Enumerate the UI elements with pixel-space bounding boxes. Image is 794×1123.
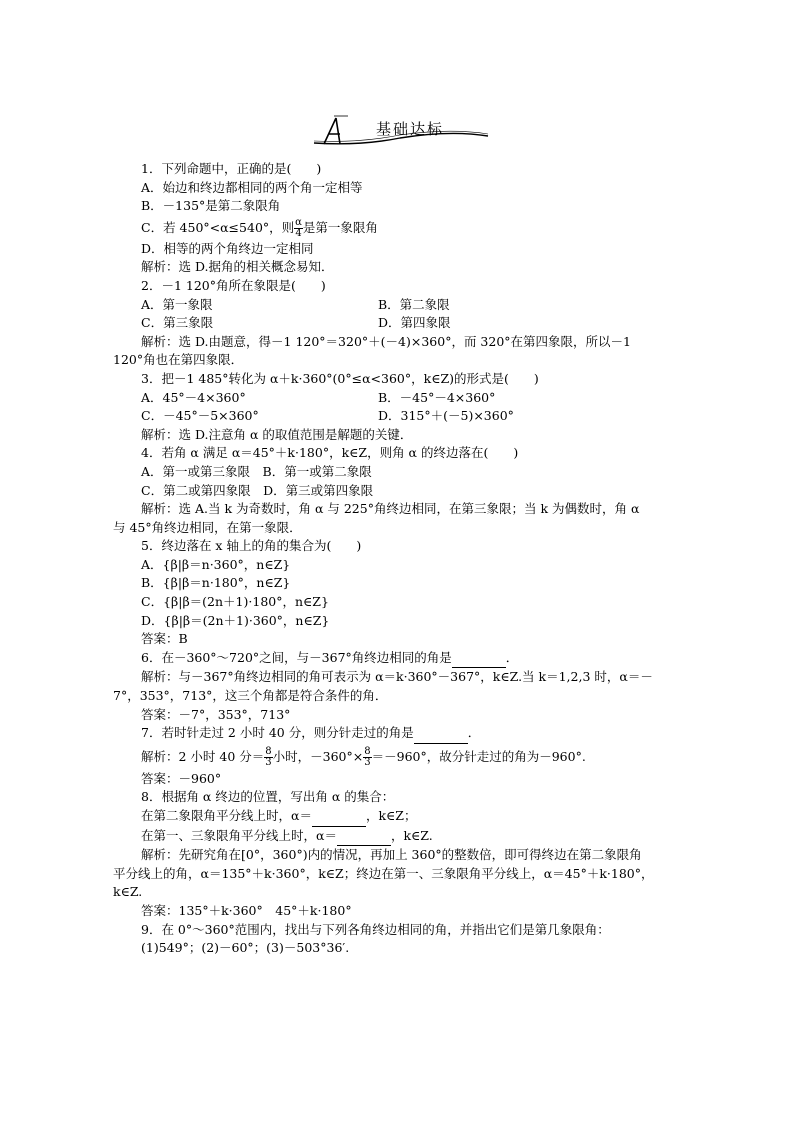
q1-fraction (294, 218, 303, 239)
q5-option-d: D．{β|β＝(2n＋1)·360°，n∈Z} (141, 612, 330, 628)
q7-analysis-text: 解析：2 小时 40 分＝ (141, 748, 265, 764)
q6-stem (113, 649, 683, 669)
q1-option-c (113, 216, 683, 240)
q3-option-d: D．315°＋(－5)×360° (378, 408, 514, 424)
q1-option-c-text: C．若 450°<α≤540°，则 (141, 219, 295, 235)
q2-option-c: C．第三象限 (141, 315, 214, 331)
q3-options-row2 (113, 407, 683, 426)
q7-fraction-1 (264, 747, 272, 768)
section-header (300, 110, 500, 150)
q8-line2-tail: ，k∈Z. (390, 827, 433, 843)
q6-analysis-line2: 7°，353°，713°，这三个角都是符合条件的角． (113, 688, 388, 704)
q7-analysis-mid: 小时，－360°× (272, 748, 364, 764)
q8-analysis-line3: k∈Z. (113, 884, 143, 900)
q8-line1-tail: ，k∈Z； (365, 808, 417, 823)
q8-answer: 答案：135°＋k·360° 45°＋k·180° (141, 902, 352, 918)
q8-blank-1 (312, 807, 366, 827)
q6-answer: 答案：－7°，353°，713° (141, 706, 291, 722)
question-list (113, 160, 683, 958)
q8-line2 (113, 827, 683, 847)
q5-option-a: A．{β|β＝n·360°，n∈Z} (141, 556, 291, 572)
q8-line1 (113, 807, 683, 827)
q2-options-row1 (113, 296, 683, 315)
q9-stem: 9．在 0°～360°范围内，找出与下列各角终边相同的角，并指出它们是第几象限角： (141, 921, 610, 937)
q5-option-c: C．{β|β＝(2n＋1)·180°，n∈Z} (141, 594, 329, 610)
section-title: 基础达标 (376, 120, 445, 138)
q7-stem (113, 724, 683, 744)
q2-stem: 2．－1 120°角所在象限是( ) (141, 277, 326, 293)
q3-options-row1 (113, 389, 683, 408)
q6-analysis-line1: 解析：与－367°角终边相同的角可表示为 α＝k·360°－367°，k∈Z.当 k＝1,2,3 时，α＝－ (141, 669, 653, 685)
q7-fraction-1-num: 8 (265, 745, 272, 757)
q4-options-ab: A．第一或第三象限 B．第一或第二象限 (141, 463, 372, 479)
q4-stem: 4．若角 α 满足 α＝45°＋k·180°，k∈Z，则角 α 的终边落在( ) (141, 445, 519, 461)
q8-line2-text: 在第一、三象限角平分线上时，α＝ (141, 827, 337, 843)
q5-option-b: B．{β|β＝n·180°，n∈Z} (141, 575, 291, 591)
q3-option-c: C．－45°－5×360° (141, 408, 259, 424)
q3-option-a: A．45°－4×360° (141, 389, 246, 405)
q2-option-d: D．第四象限 (378, 315, 451, 331)
q3-analysis: 解析：选 D.注意角 α 的取值范围是解题的关键． (141, 426, 413, 442)
q7-stem-text: 7．若时针走过 2 小时 40 分，则分针走过的角是 (141, 725, 414, 741)
q7-fraction-2-num: 8 (364, 745, 371, 757)
q8-blank-2 (337, 827, 391, 847)
q8-stem: 8．根据角 α 终边的位置，写出角 α 的集合： (141, 789, 395, 805)
q1-option-b: B．－135°是第二象限角 (141, 198, 281, 214)
q6-stem-text: 6．在－360°～720°之间，与－367°角终边相同的角是 (141, 649, 452, 665)
q6-stem-end: ． (505, 649, 519, 665)
q7-stem-end: ． (467, 725, 481, 741)
q6-answer-blank (452, 649, 506, 669)
q9-parts: (1)549°；(2)－60°；(3)－503°36′. (141, 940, 350, 956)
q2-analysis-line1: 解析：选 D.由题意，得－1 120°＝320°＋(－4)×360°，而 320°在第四象限，所以－1 (141, 333, 631, 349)
q5-stem: 5．终边落在 x 轴上的角的集合为( ) (141, 538, 362, 554)
q1-option-c-tail: 是第一象限角 (302, 219, 378, 235)
q1-option-a: A．始边和终边都相同的两个角一定相等 (141, 179, 363, 195)
q4-analysis-line1: 解析：选 A.当 k 为奇数时，角 α 与 225°角终边相同，在第三象限；当 k 为偶数时，角 α (141, 501, 640, 517)
q4-analysis-line2: 与 45°角终边相同，在第一象限． (113, 519, 302, 535)
q7-fraction-2 (363, 747, 371, 768)
q1-fraction-den: 4 (295, 227, 302, 239)
q7-fraction-2-den: 3 (364, 756, 371, 768)
q2-option-a: A．第一象限 (141, 296, 213, 312)
q5-answer: 答案：B (141, 631, 188, 647)
q7-analysis (113, 744, 683, 770)
q1-analysis: 解析：选 D.据角的相关概念易知． (141, 259, 334, 275)
q1-fraction-num: α (295, 216, 302, 228)
q3-stem: 3．把－1 485°转化为 α＋k·360°(0°≤α<360°，k∈Z)的形式是( ) (141, 370, 539, 386)
q2-option-b: B．第二象限 (378, 296, 450, 312)
q7-answer-blank (414, 724, 468, 744)
q2-options-row2 (113, 314, 683, 333)
q3-option-b: B．－45°－4×360° (378, 389, 496, 405)
q4-options-cd: C．第二或第四象限 D．第三或第四象限 (141, 482, 374, 498)
q8-analysis-line2: 平分线上的角，α＝135°＋k·360°，k∈Z；终边在第一、三象限角平分线上，α＝45°＋k·180°， (113, 865, 654, 881)
q8-line1-text: 在第二象限角平分线上时，α＝ (141, 808, 312, 823)
q1-option-d: D．相等的两个角终边一定相同 (141, 240, 314, 256)
q2-analysis-line2: 120°角也在第四象限． (113, 352, 244, 368)
q7-analysis-tail: ＝－960°，故分针走过的角为－960°. (371, 748, 586, 764)
q1-stem: 1．下列命题中，正确的是( ) (141, 161, 322, 176)
q7-fraction-1-den: 3 (265, 756, 272, 768)
q7-answer: 答案：－960° (141, 770, 222, 786)
q8-analysis-line1: 解析：先研究角在[0°，360°)内的情况，再加上 360°的整数倍，即可得终边在第二象限角 (141, 847, 642, 863)
